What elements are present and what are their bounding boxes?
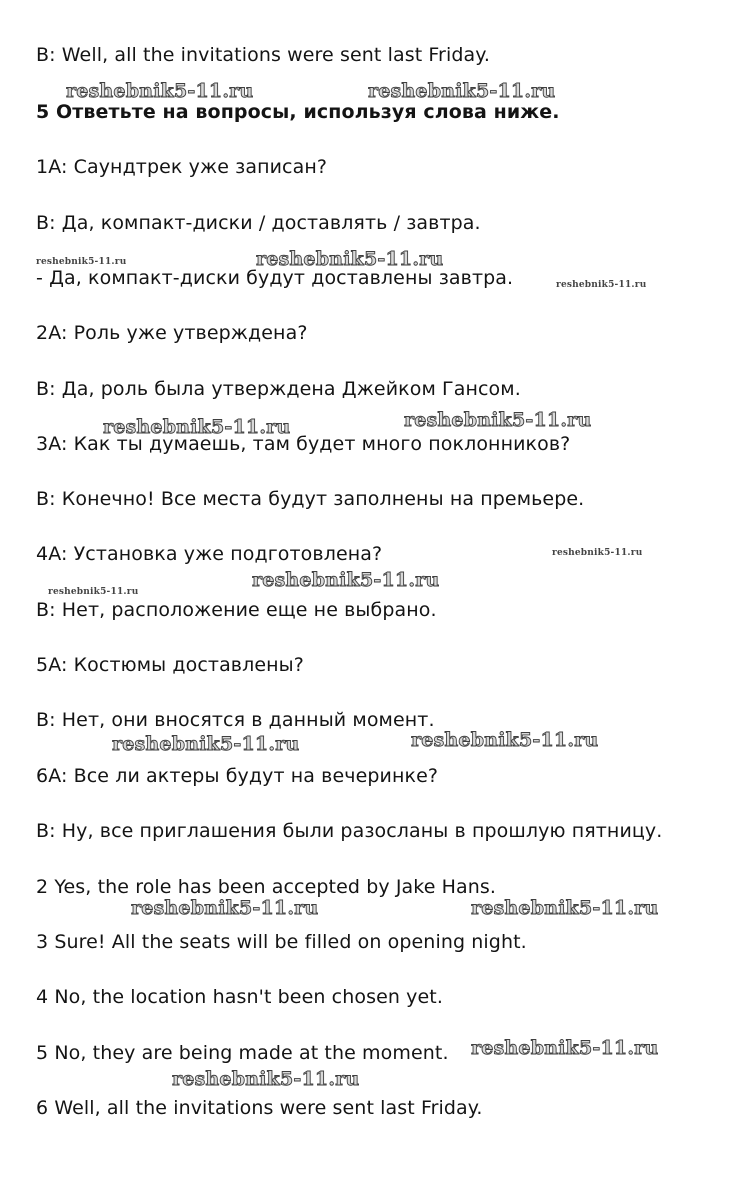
watermark: reshebnik5-11.ru	[411, 729, 599, 751]
watermark: reshebnik5-11.ru	[404, 409, 592, 431]
watermark: reshebnik5-11.ru	[172, 1068, 360, 1090]
answer-3b: B: Конечно! Все места будут заполнены на премьере.	[36, 488, 585, 510]
english-answer-6: 6 Well, all the invitations were sent last Friday.	[36, 1097, 483, 1119]
question-2a: 2A: Роль уже утверждена?	[36, 322, 308, 344]
watermark: reshebnik5-11.ru	[112, 733, 300, 755]
answer-1b: - Да, компакт-диски будут доставлены завтра.	[36, 267, 514, 289]
question-6a: 6A: Все ли актеры будут на вечеринке?	[36, 765, 439, 787]
question-5a: 5A: Костюмы доставлены?	[36, 654, 304, 676]
watermark: reshebnik5-11.ru	[48, 587, 139, 597]
watermark: reshebnik5-11.ru	[66, 80, 254, 102]
answer-4b: B: Нет, расположение еще не выбрано.	[36, 599, 437, 621]
watermark: reshebnik5-11.ru	[552, 548, 643, 558]
watermark: reshebnik5-11.ru	[471, 897, 659, 919]
watermark: reshebnik5-11.ru	[368, 80, 556, 102]
english-answer-3: 3 Sure! All the seats will be filled on opening night.	[36, 931, 527, 953]
prompt-1b: B: Да, компакт-диски / доставлять / завтра.	[36, 212, 481, 234]
english-answer-2: 2 Yes, the role has been accepted by Jake Hans.	[36, 876, 497, 898]
watermark: reshebnik5-11.ru	[36, 257, 127, 267]
watermark: reshebnik5-11.ru	[471, 1037, 659, 1059]
watermark: reshebnik5-11.ru	[256, 248, 444, 270]
answer-2b: B: Да, роль была утверждена Джейком Гансом.	[36, 378, 521, 400]
watermark: reshebnik5-11.ru	[131, 897, 319, 919]
question-3a: 3A: Как ты думаешь, там будет много поклонников?	[36, 433, 571, 455]
answer-line-b-invitations: B: Well, all the invitations were sent last Friday.	[36, 44, 491, 66]
question-1a: 1A: Саундтрек уже записан?	[36, 156, 328, 178]
exercise-5-heading: 5 Ответьте на вопросы, используя слова ниже.	[36, 101, 560, 123]
watermark: reshebnik5-11.ru	[252, 569, 440, 591]
english-answer-5: 5 No, they are being made at the moment.	[36, 1042, 449, 1064]
watermark: reshebnik5-11.ru	[556, 280, 647, 290]
answer-5b: B: Нет, они вносятся в данный момент.	[36, 709, 435, 731]
english-answer-4: 4 No, the location hasn't been chosen yet.	[36, 986, 443, 1008]
answer-6b: B: Ну, все приглашения были разосланы в прошлую пятницу.	[36, 820, 663, 842]
question-4a: 4A: Установка уже подготовлена?	[36, 543, 383, 565]
watermark: reshebnik5-11.ru	[103, 416, 291, 438]
